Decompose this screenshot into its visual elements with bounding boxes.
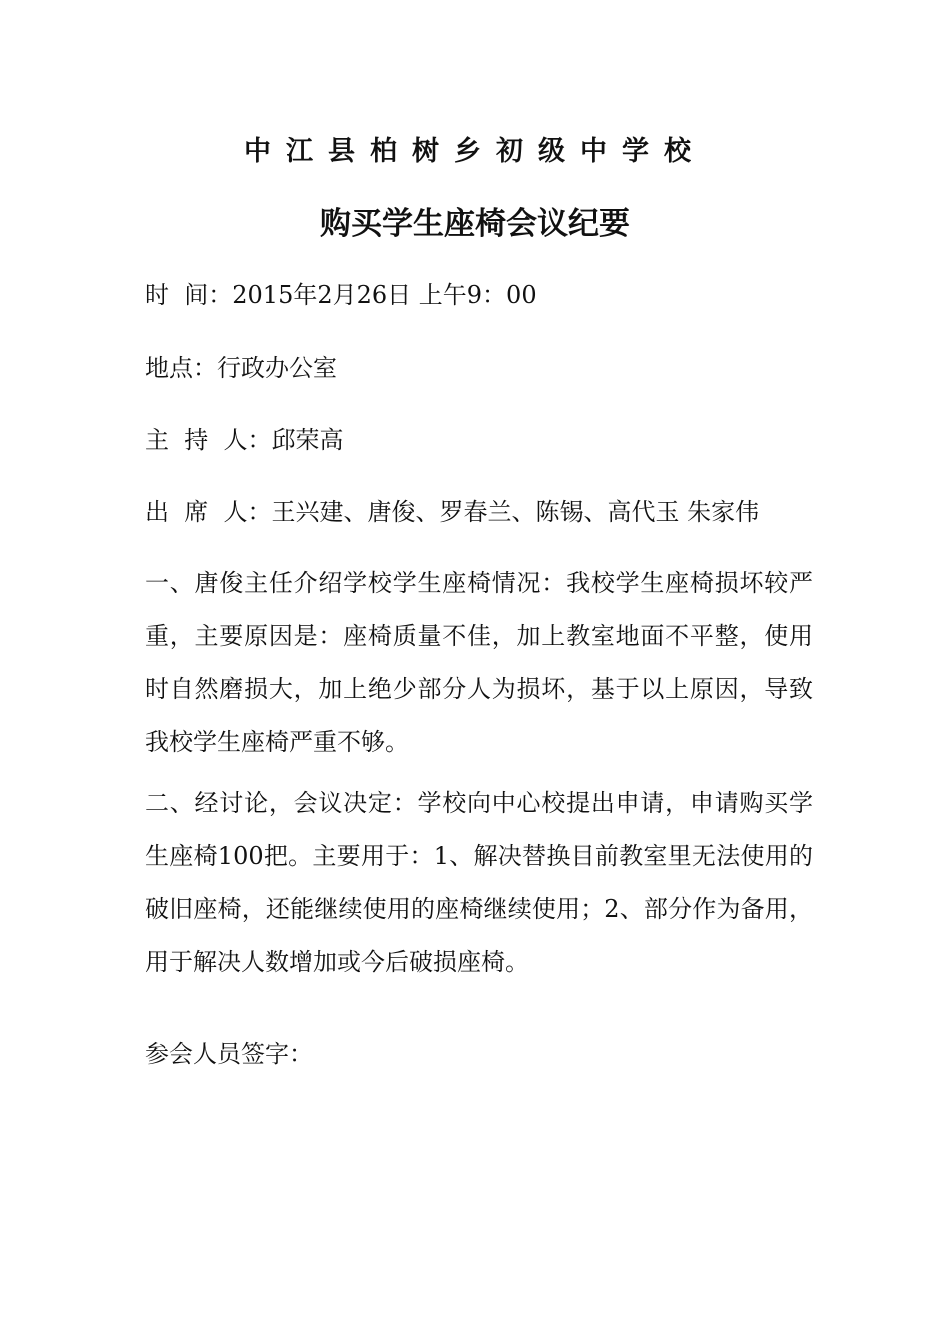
attendees-label: 出 席 人：: [145, 498, 272, 526]
host-value: 邱荣高: [271, 426, 344, 454]
school-name-heading: 中江县柏树乡初级中学校: [244, 136, 706, 167]
time-value: 2015年2月26日 上午9：00: [232, 281, 537, 309]
meeting-host: [145, 422, 344, 458]
meeting-place: [145, 350, 337, 386]
place-label: 地点：: [145, 354, 217, 382]
meeting-time: [145, 277, 537, 313]
document-title: 购买学生座椅会议纪要: [320, 206, 630, 242]
signature-label: 参会人员签字：: [145, 1040, 313, 1068]
agenda-item-1: 一、唐俊主任介绍学校学生座椅情况：我校学生座椅损坏较严重，主要原因是：座椅质量不佳，加上教室地面不平整，使用时自然磨损大，加上绝少部分人为损坏，基于以上原因，导致我校学生座椅严重不够。: [145, 569, 813, 756]
host-label: 主 持 人：: [145, 426, 272, 454]
attendees-value: 王兴建、唐俊、罗春兰、陈锡、高代玉 朱家伟: [271, 498, 760, 526]
agenda-item-2: 二、经讨论，会议决定：学校向中心校提出申请，申请购买学生座椅100把。主要用于：1、解决替换目前教室里无法使用的破旧座椅，还能继续使用的座椅继续使用；2、部分作为备用，用于解决人数增加或今后破损座椅。: [145, 789, 813, 976]
time-label: 时 间：: [145, 281, 233, 309]
meeting-attendees: [145, 494, 759, 530]
place-value: 行政办公室: [217, 354, 337, 382]
